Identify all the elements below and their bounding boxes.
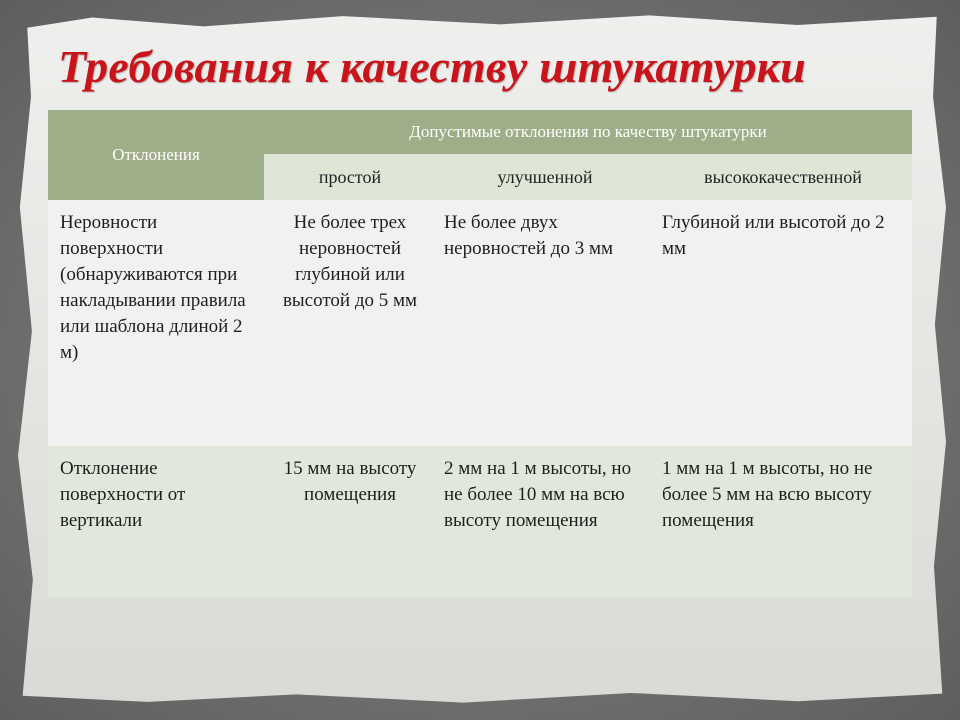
header-improved: улучшенной (436, 154, 654, 200)
high-quality-cell: Глубиной или высотой до 2 мм (654, 200, 912, 446)
table-row (48, 200, 912, 446)
row-name-cell: Неровности поверхности (обнаруживаются при накладывании правила или шаблона длиной 2 м) (48, 200, 264, 446)
header-simple: простой (264, 154, 436, 200)
header-high-quality: высококачественной (654, 154, 912, 200)
high-quality-cell: 1 мм на 1 м высоты, но не более 5 мм на всю высоту помещения (654, 446, 912, 598)
improved-cell: Не более двух неровностей до 3 мм (436, 200, 654, 446)
table-row (48, 446, 912, 598)
requirements-table (48, 110, 912, 598)
header-allowed-deviations: Допустимые отклонения по качеству штукатурки (264, 110, 912, 154)
page-title: Требования к качеству штукатурки (58, 41, 806, 92)
improved-cell: 2 мм на 1 м высоты, но не более 10 мм на всю высоту помещения (436, 446, 654, 598)
simple-cell: Не более трех неровностей глубиной или высотой до 5 мм (264, 200, 436, 446)
row-name-cell: Отклонение поверхности от вертикали (48, 446, 264, 598)
header-deviations: Отклонения (48, 110, 264, 200)
simple-cell: 15 мм на высоту помещения (264, 446, 436, 598)
